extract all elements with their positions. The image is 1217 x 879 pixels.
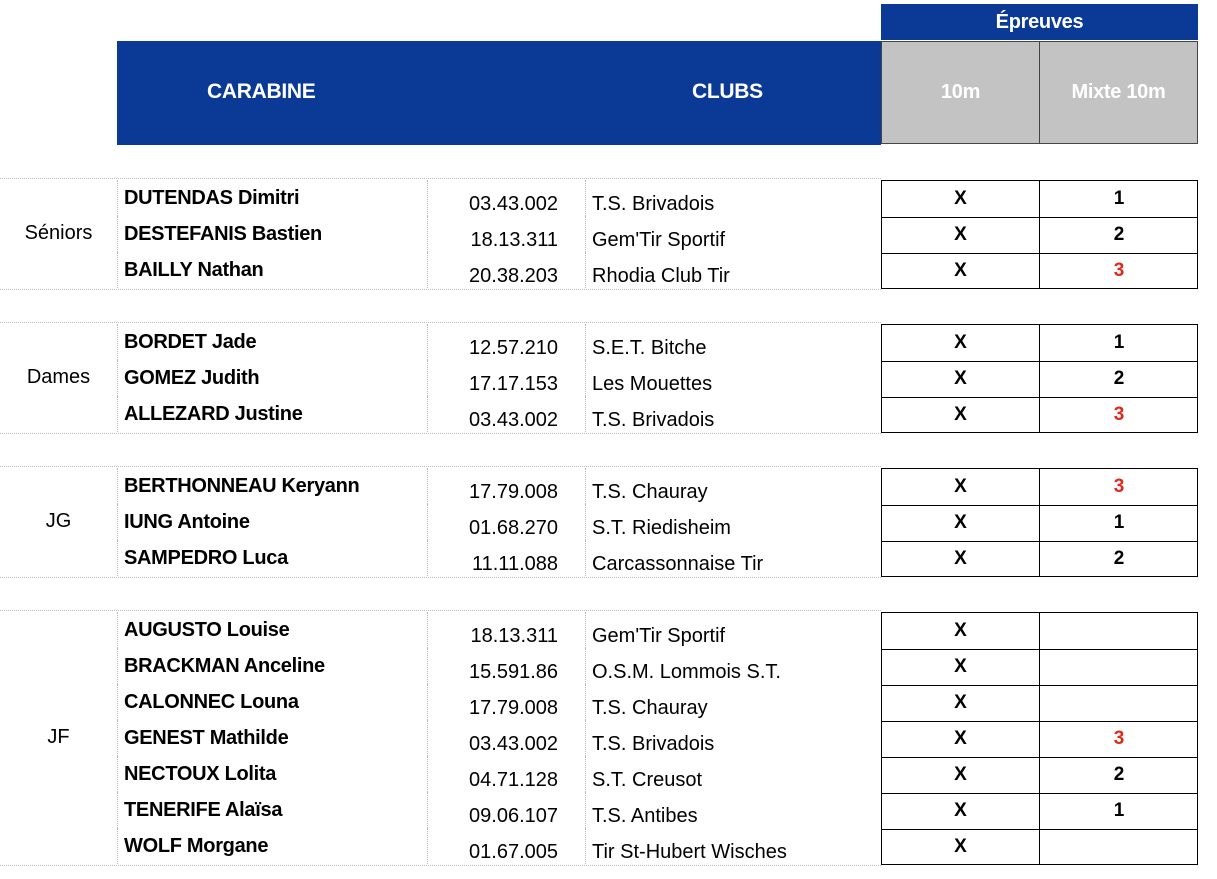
- license-number: 03.43.002: [427, 396, 585, 432]
- event-10m-mark: X: [954, 404, 967, 425]
- athlete-name: BORDET Jade: [117, 324, 427, 360]
- group-separator: [0, 433, 881, 434]
- club-name: T.S. Brivadois: [585, 720, 881, 756]
- license-number: 18.13.311: [427, 612, 585, 648]
- club-name: T.S. Brivadois: [585, 180, 881, 216]
- row-divider: [882, 541, 1197, 542]
- athlete-name: DESTEFANIS Bastien: [117, 216, 427, 252]
- license-number: 11.11.088: [427, 540, 585, 576]
- club-name: T.S. Antibes: [585, 792, 881, 828]
- event-10m-mark: X: [954, 224, 967, 245]
- event-10m-mark: X: [954, 512, 967, 533]
- event-10m-mark: X: [954, 476, 967, 497]
- event-mixte-rank: 3: [1113, 476, 1125, 497]
- row-divider: [882, 829, 1197, 830]
- athlete-name: BAILLY Nathan: [117, 252, 427, 288]
- events-box: [881, 468, 1198, 577]
- license-number: 17.79.008: [427, 684, 585, 720]
- license-number: 15.591.86: [427, 648, 585, 684]
- event-10m-mark: X: [954, 728, 967, 749]
- row-divider: [882, 721, 1197, 722]
- epreuves-header: Épreuves: [881, 4, 1198, 40]
- license-number: 01.68.270: [427, 504, 585, 540]
- athlete-name: BERTHONNEAU Keryann: [117, 468, 427, 504]
- club-name: T.S. Brivadois: [585, 396, 881, 432]
- col-10m-header: 10m: [881, 41, 1040, 144]
- club-name: Rhodia Club Tir: [585, 252, 881, 288]
- events-box: [881, 612, 1198, 865]
- row-divider: [882, 685, 1197, 686]
- clubs-header: CLUBS: [692, 80, 763, 103]
- event-mixte-rank: 1: [1113, 512, 1125, 533]
- row-divider: [882, 505, 1197, 506]
- license-number: 20.38.203: [427, 252, 585, 288]
- row-divider: [882, 253, 1197, 254]
- event-10m-mark: X: [954, 548, 967, 569]
- license-number: 12.57.210: [427, 324, 585, 360]
- group-separator: [0, 865, 881, 866]
- event-mixte-rank: 1: [1113, 800, 1125, 821]
- club-name: Carcassonnaise Tir: [585, 540, 881, 576]
- event-10m-mark: X: [954, 332, 967, 353]
- athlete-name: SAMPEDRO Luca: [117, 540, 427, 576]
- license-number: 03.43.002: [427, 180, 585, 216]
- group-separator: [0, 577, 881, 578]
- license-number: 17.17.153: [427, 360, 585, 396]
- club-name: T.S. Chauray: [585, 468, 881, 504]
- club-name: T.S. Chauray: [585, 684, 881, 720]
- event-mixte-rank: 2: [1113, 368, 1125, 389]
- license-number: 04.71.128: [427, 756, 585, 792]
- group-separator: [0, 178, 881, 179]
- club-name: O.S.M. Lommois S.T.: [585, 648, 881, 684]
- event-10m-mark: X: [954, 188, 967, 209]
- event-10m-mark: X: [954, 800, 967, 821]
- athlete-name: DUTENDAS Dimitri: [117, 180, 427, 216]
- event-mixte-rank: 3: [1113, 404, 1125, 425]
- event-10m-mark: X: [954, 692, 967, 713]
- carabine-header: CARABINE: [207, 80, 316, 103]
- athlete-name: TENERIFE Alaïsa: [117, 792, 427, 828]
- event-mixte-rank: 1: [1113, 332, 1125, 353]
- category-label: JG: [45, 510, 72, 532]
- athlete-name: AUGUSTO Louise: [117, 612, 427, 648]
- athlete-name: GOMEZ Judith: [117, 360, 427, 396]
- event-mixte-rank: 3: [1113, 728, 1125, 749]
- event-10m-mark: X: [954, 764, 967, 785]
- event-mixte-rank: 2: [1113, 224, 1125, 245]
- group-separator: [0, 289, 881, 290]
- row-divider: [882, 217, 1197, 218]
- club-name: Gem'Tir Sportif: [585, 612, 881, 648]
- athlete-name: IUNG Antoine: [117, 504, 427, 540]
- event-10m-mark: X: [954, 836, 967, 857]
- club-name: S.T. Creusot: [585, 756, 881, 792]
- group-separator: [0, 322, 881, 323]
- club-name: Gem'Tir Sportif: [585, 216, 881, 252]
- events-box: [881, 324, 1198, 433]
- athlete-name: GENEST Mathilde: [117, 720, 427, 756]
- event-10m-mark: X: [954, 260, 967, 281]
- row-divider: [882, 649, 1197, 650]
- event-10m-mark: X: [954, 368, 967, 389]
- license-number: 18.13.311: [427, 216, 585, 252]
- category-label: Séniors: [24, 222, 93, 244]
- license-number: 17.79.008: [427, 468, 585, 504]
- license-number: 03.43.002: [427, 720, 585, 756]
- col-mixte-header: Mixte 10m: [1039, 41, 1198, 144]
- row-divider: [882, 757, 1197, 758]
- club-name: Tir St-Hubert Wisches: [585, 828, 881, 864]
- group-separator: [0, 610, 881, 611]
- event-mixte-rank: 3: [1113, 260, 1125, 281]
- event-mixte-rank: 2: [1113, 764, 1125, 785]
- event-mixte-rank: 1: [1113, 188, 1125, 209]
- club-name: S.E.T. Bitche: [585, 324, 881, 360]
- athlete-name: NECTOUX Lolita: [117, 756, 427, 792]
- athlete-name: CALONNEC Louna: [117, 684, 427, 720]
- events-box: [881, 180, 1198, 289]
- event-10m-mark: X: [954, 656, 967, 677]
- row-divider: [882, 397, 1197, 398]
- group-separator: [0, 466, 881, 467]
- license-number: 09.06.107: [427, 792, 585, 828]
- row-divider: [882, 361, 1197, 362]
- athlete-name: WOLF Morgane: [117, 828, 427, 864]
- category-label: Dames: [26, 366, 91, 388]
- event-mixte-rank: 2: [1113, 548, 1125, 569]
- athlete-name: ALLEZARD Justine: [117, 396, 427, 432]
- row-divider: [882, 793, 1197, 794]
- athlete-name: BRACKMAN Anceline: [117, 648, 427, 684]
- category-label: JF: [47, 726, 70, 748]
- club-name: S.T. Riedisheim: [585, 504, 881, 540]
- event-10m-mark: X: [954, 620, 967, 641]
- club-name: Les Mouettes: [585, 360, 881, 396]
- license-number: 01.67.005: [427, 828, 585, 864]
